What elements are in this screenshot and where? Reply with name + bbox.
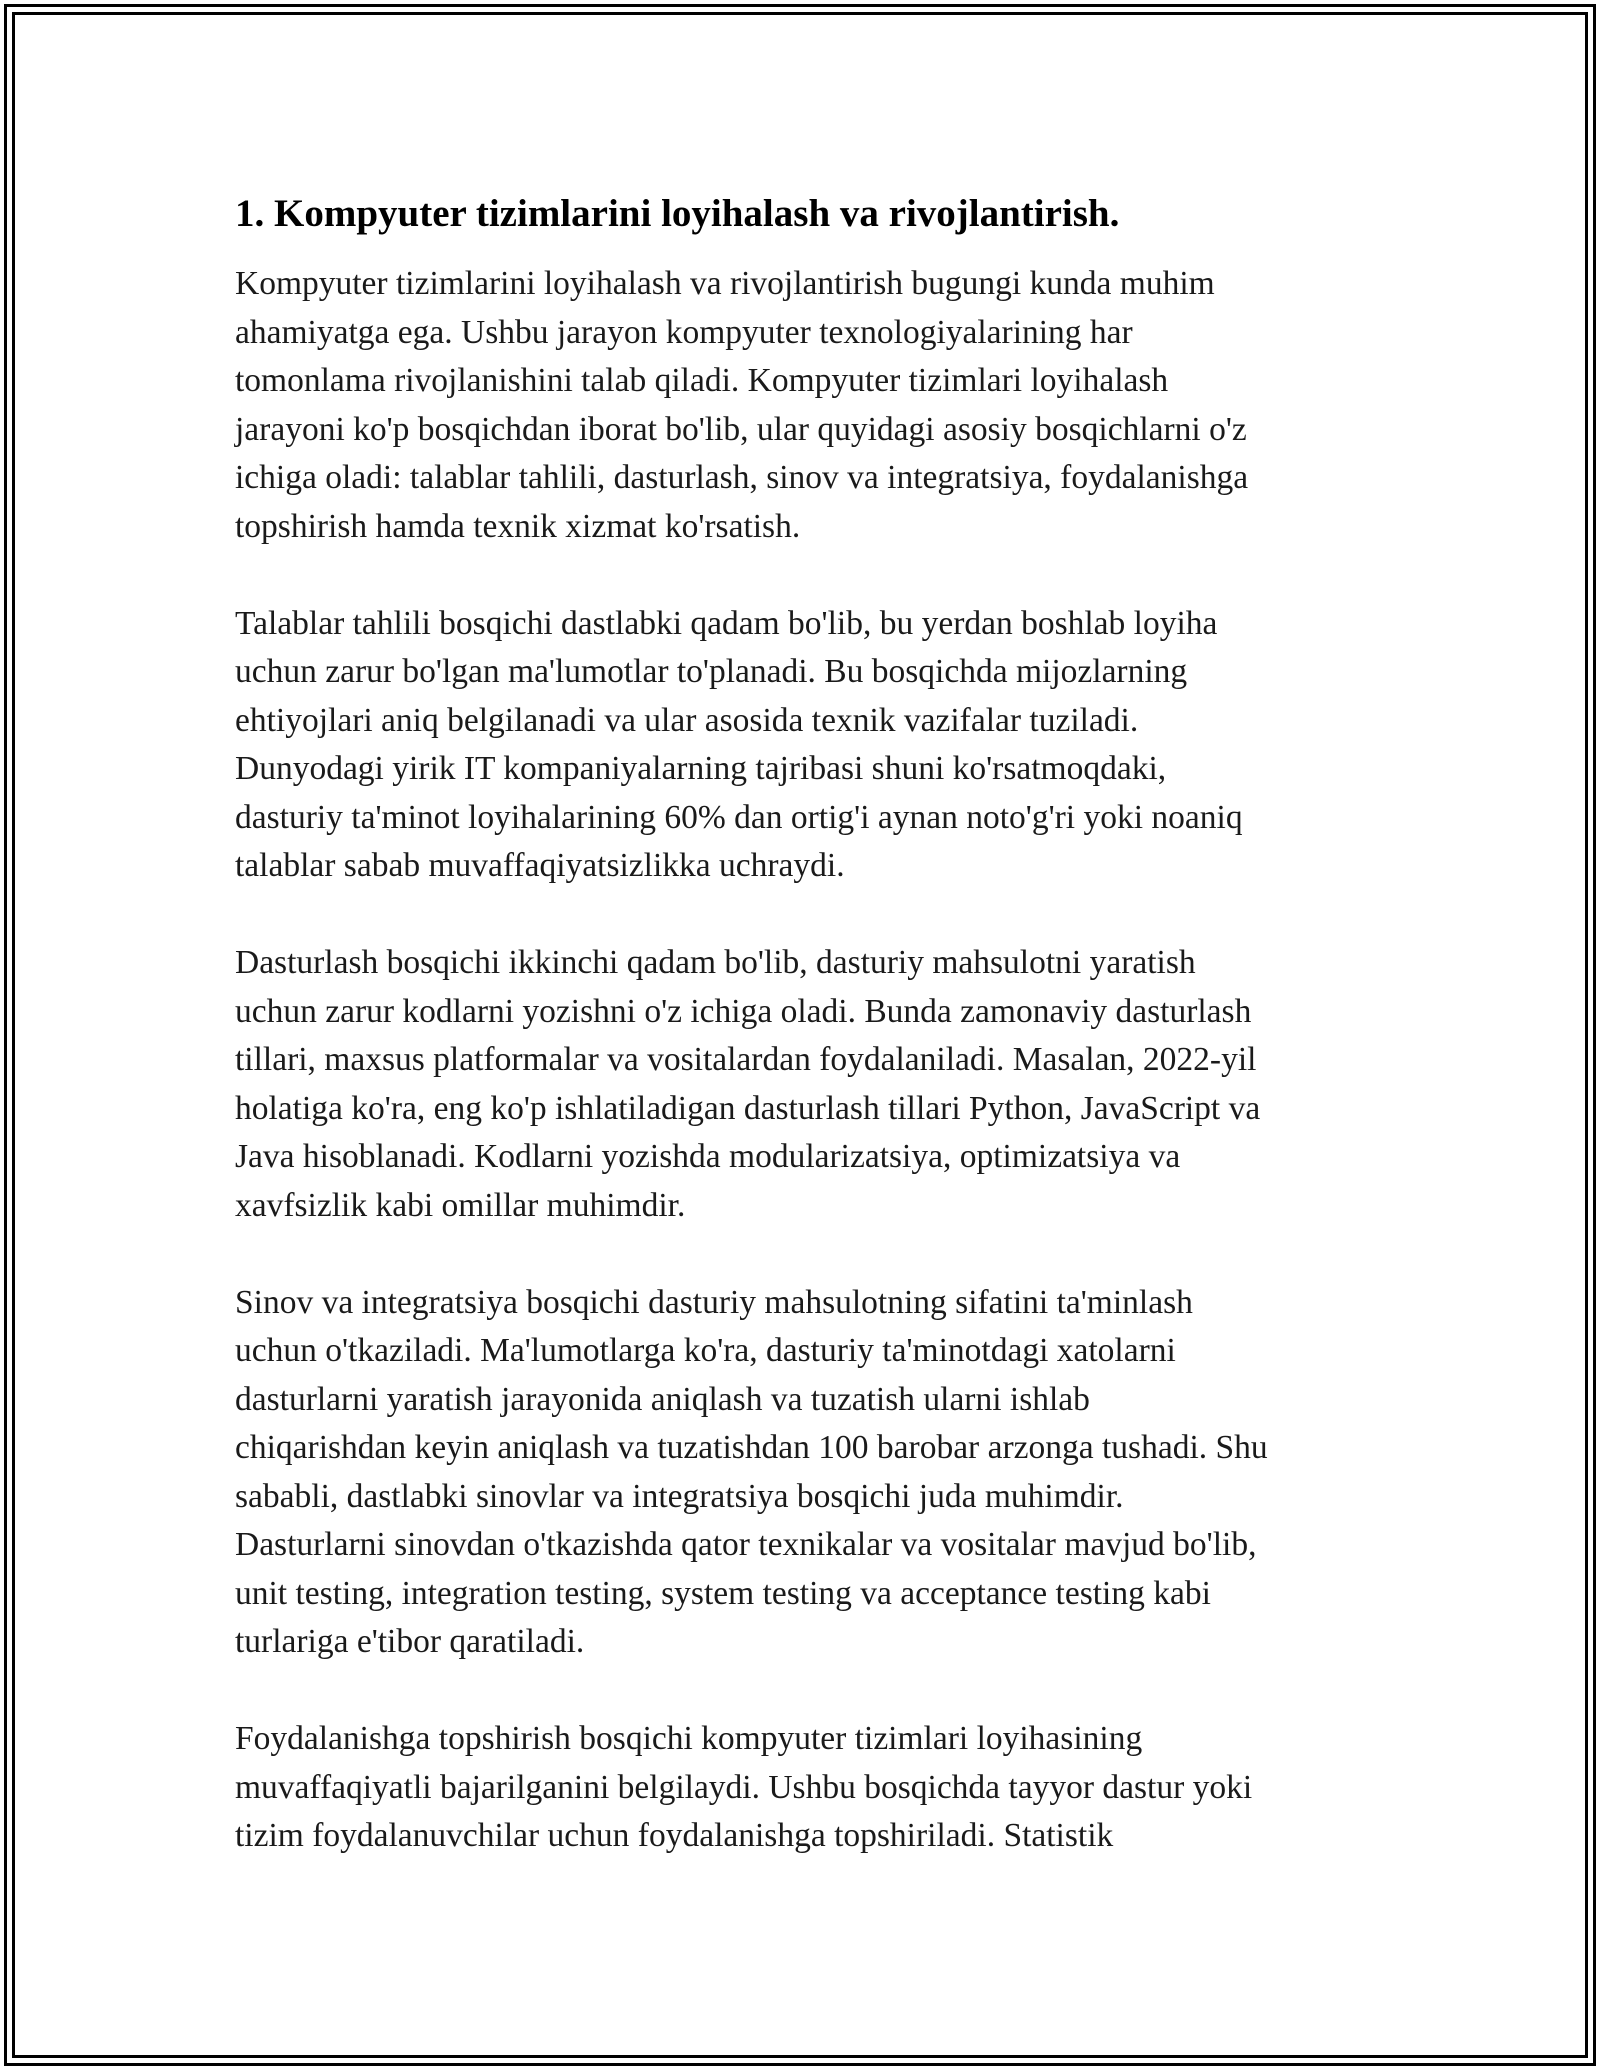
text-line: Foydalanishga topshirish bosqichi kompyuter tizimlari loyihasining xyxy=(235,1720,1143,1757)
document-body xyxy=(235,188,1385,1861)
paragraph-deployment xyxy=(235,1715,1385,1861)
text-line: tillari, maxsus platformalar va vositalardan foydalaniladi. Masalan, 2022-yil xyxy=(235,1041,1257,1078)
paragraph-requirements-intro xyxy=(235,260,1385,551)
text-line: uchun o'tkaziladi. Ma'lumotlarga ko'ra, dasturiy ta'minotdagi xatolarni xyxy=(235,1332,1176,1369)
text-line: dasturiy ta'minot loyihalarining 60% dan ortig'i aynan noto'g'ri yoki noaniq xyxy=(235,798,1243,836)
text-line: turlariga e'tibor qaratiladi. xyxy=(235,1623,585,1660)
text-line: xavfsizlik kabi omillar muhimdir. xyxy=(235,1186,686,1224)
text-line: uchun zarur kodlarni yozishni o'z ichiga oladi. Bunda zamonaviy dasturlash xyxy=(235,992,1252,1030)
text-line: Dunyodagi yirik IT kompaniyalarning tajribasi shuni ko'rsatmoqdaki, xyxy=(235,750,1167,787)
text-line: Java hisoblanadi. Kodlarni yozishda modularizatsiya, optimizatsiya va xyxy=(235,1138,1181,1175)
paragraph-requirements-analysis xyxy=(235,600,1385,891)
text-line: dasturlarni yaratish jarayonida aniqlash va tuzatish ularni ishlab xyxy=(235,1380,1090,1418)
text-line: talablar sabab muvaffaqiyatsizlikka uchraydi. xyxy=(235,847,845,884)
text-line: sababli, dastlabki sinovlar va integratsiya bosqichi juda muhimdir. xyxy=(235,1477,1124,1515)
text-line: uchun zarur bo'lgan ma'lumotlar to'planadi. Bu bosqichda mijozlarning xyxy=(235,653,1188,690)
section-heading: 1. Kompyuter tizimlarini loyihalash va rivojlantirish. xyxy=(235,192,1120,235)
text-line: ehtiyojlari aniq belgilanadi va ular asosida texnik vazifalar tuziladi. xyxy=(235,701,1139,739)
text-line: ichiga oladi: talablar tahlili, dasturlash, sinov va integratsiya, foydalanishga xyxy=(235,459,1249,496)
text-line: tomonlama rivojlanishini talab qiladi. Kompyuter tizimlari loyihalash xyxy=(235,362,1169,399)
text-line: ahamiyatga ega. Ushbu jarayon kompyuter texnologiyalarining har xyxy=(235,313,1133,351)
text-line: Talablar tahlili bosqichi dastlabki qadam bo'lib, bu yerdan boshlab loyiha xyxy=(235,604,1218,642)
text-line: holatiga ko'ra, eng ko'p ishlatiladigan dasturlash tillari Python, JavaScript va xyxy=(235,1089,1261,1127)
text-line: Sinov va integratsiya bosqichi dasturiy mahsulotning sifatini ta'minlash xyxy=(235,1283,1193,1321)
text-line: Dasturlash bosqichi ikkinchi qadam bo'lib, dasturiy mahsulotni yaratish xyxy=(235,944,1196,981)
paragraph-testing-integration xyxy=(235,1279,1385,1667)
text-line: unit testing, integration testing, system testing va acceptance testing kabi xyxy=(235,1574,1211,1612)
text-line: Kompyuter tizimlarini loyihalash va rivojlantirish bugungi kunda muhim xyxy=(235,265,1215,302)
text-line: tizim foydalanuvchilar uchun foydalanishga topshiriladi. Statistik xyxy=(235,1817,1114,1854)
text-line: chiqarishdan keyin aniqlash va tuzatishdan 100 barobar arzonga tushadi. Shu xyxy=(235,1429,1268,1466)
text-line: jarayoni ko'p bosqichdan iborat bo'lib, ular quyidagi asosiy bosqichlarni o'z xyxy=(235,410,1247,448)
text-line: muvaffaqiyatli bajarilganini belgilaydi. Ushbu bosqichda tayyor dastur yoki xyxy=(235,1768,1253,1806)
text-line: Dasturlarni sinovdan o'tkazishda qator texnikalar va vositalar mavjud bo'lib, xyxy=(235,1526,1257,1563)
paragraph-programming xyxy=(235,939,1385,1230)
text-line: topshirish hamda texnik xizmat ko'rsatish. xyxy=(235,507,801,545)
